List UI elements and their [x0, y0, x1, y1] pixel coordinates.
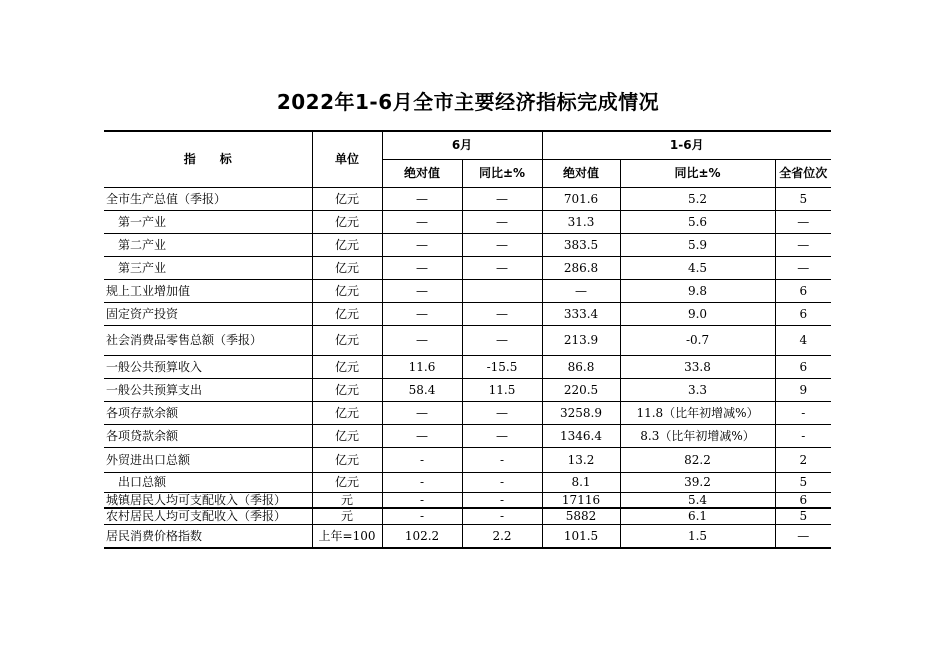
- row-unit: 元: [312, 508, 382, 524]
- row-ytd-yoy: 5.6: [620, 210, 775, 233]
- table-row: [104, 447, 831, 472]
- row-name: 规上工业增加值: [104, 279, 312, 302]
- row-name: 城镇居民人均可支配收入（季报）: [104, 492, 312, 508]
- row-month-yoy: 11.5: [462, 378, 542, 401]
- row-ytd-yoy: 8.3（比年初增减%）: [620, 424, 775, 447]
- row-ytd-abs: 1346.4: [542, 424, 620, 447]
- row-ytd-abs: 13.2: [542, 447, 620, 472]
- row-rank: -: [775, 401, 831, 424]
- table-row: [104, 210, 831, 233]
- row-ytd-yoy: 39.2: [620, 472, 775, 492]
- row-ytd-yoy: 82.2: [620, 447, 775, 472]
- table-row: [104, 187, 831, 210]
- header-ytd: 1-6月: [542, 131, 831, 159]
- row-ytd-yoy: 5.4: [620, 492, 775, 508]
- row-unit: 亿元: [312, 279, 382, 302]
- row-month-yoy: —: [462, 401, 542, 424]
- row-month-yoy: -: [462, 447, 542, 472]
- row-unit: 亿元: [312, 401, 382, 424]
- row-ytd-yoy: 6.1: [620, 508, 775, 524]
- row-name: 出口总额: [104, 472, 312, 492]
- row-ytd-abs: 333.4: [542, 302, 620, 325]
- row-unit: 上年=100: [312, 524, 382, 548]
- row-ytd-yoy: 33.8: [620, 355, 775, 378]
- row-ytd-yoy: -0.7: [620, 325, 775, 355]
- row-ytd-abs: 220.5: [542, 378, 620, 401]
- row-rank: -: [775, 424, 831, 447]
- row-rank: 9: [775, 378, 831, 401]
- row-name: 第二产业: [104, 233, 312, 256]
- row-ytd-abs: 286.8: [542, 256, 620, 279]
- row-ytd-abs: 86.8: [542, 355, 620, 378]
- row-month-abs: -: [382, 508, 462, 524]
- row-unit: 亿元: [312, 424, 382, 447]
- row-unit: 亿元: [312, 256, 382, 279]
- row-month-abs: -: [382, 447, 462, 472]
- row-ytd-yoy: 4.5: [620, 256, 775, 279]
- row-rank: —: [775, 210, 831, 233]
- row-rank: 6: [775, 302, 831, 325]
- page-title: 2022年1-6月全市主要经济指标完成情况: [276, 90, 660, 114]
- row-rank: 2: [775, 447, 831, 472]
- row-ytd-abs: 31.3: [542, 210, 620, 233]
- row-month-abs: -: [382, 472, 462, 492]
- row-unit: 亿元: [312, 233, 382, 256]
- row-month-yoy: -: [462, 472, 542, 492]
- table-row: [104, 524, 831, 548]
- row-rank: 6: [775, 492, 831, 508]
- row-month-abs: —: [382, 302, 462, 325]
- table-row: [104, 424, 831, 447]
- row-rank: 4: [775, 325, 831, 355]
- row-month-yoy: -: [462, 492, 542, 508]
- row-rank: 5: [775, 472, 831, 492]
- table-row: [104, 256, 831, 279]
- row-ytd-abs: 8.1: [542, 472, 620, 492]
- row-rank: —: [775, 233, 831, 256]
- row-ytd-yoy: 5.2: [620, 187, 775, 210]
- table-row: [104, 355, 831, 378]
- row-ytd-yoy: 5.9: [620, 233, 775, 256]
- header-ytd-abs: 绝对值: [542, 159, 620, 187]
- table-row: [104, 302, 831, 325]
- header-month-yoy: 同比±%: [462, 159, 542, 187]
- row-ytd-abs: 5882: [542, 508, 620, 524]
- row-rank: 5: [775, 508, 831, 524]
- row-month-yoy: —: [462, 210, 542, 233]
- table-row: [104, 325, 831, 355]
- row-rank: 6: [775, 279, 831, 302]
- row-month-yoy: —: [462, 233, 542, 256]
- row-name: 固定资产投资: [104, 302, 312, 325]
- row-ytd-yoy: 9.8: [620, 279, 775, 302]
- header-indicator: 指 标: [104, 131, 312, 187]
- row-name: 一般公共预算收入: [104, 355, 312, 378]
- row-name: 外贸进出口总额: [104, 447, 312, 472]
- row-ytd-yoy: 1.5: [620, 524, 775, 548]
- row-name: 社会消费品零售总额（季报）: [104, 325, 312, 355]
- row-ytd-abs: 101.5: [542, 524, 620, 548]
- row-month-yoy: -: [462, 508, 542, 524]
- row-month-yoy: 2.2: [462, 524, 542, 548]
- row-name: 农村居民人均可支配收入（季报）: [104, 508, 312, 524]
- row-month-yoy: [462, 279, 542, 302]
- table-row: [104, 378, 831, 401]
- row-month-abs: -: [382, 492, 462, 508]
- row-name: 第三产业: [104, 256, 312, 279]
- header-unit: 单位: [312, 131, 382, 187]
- row-name: 一般公共预算支出: [104, 378, 312, 401]
- row-month-abs: —: [382, 256, 462, 279]
- row-month-abs: —: [382, 279, 462, 302]
- row-rank: —: [775, 524, 831, 548]
- table-row: [104, 279, 831, 302]
- row-month-yoy: —: [462, 424, 542, 447]
- row-name: 各项存款余额: [104, 401, 312, 424]
- row-name: 各项贷款余额: [104, 424, 312, 447]
- row-month-yoy: -15.5: [462, 355, 542, 378]
- row-month-abs: 11.6: [382, 355, 462, 378]
- table-row: [104, 472, 831, 492]
- row-month-abs: —: [382, 424, 462, 447]
- indicator-table: [104, 130, 831, 549]
- row-ytd-abs: 17116: [542, 492, 620, 508]
- row-rank: 6: [775, 355, 831, 378]
- row-unit: 亿元: [312, 187, 382, 210]
- row-month-yoy: —: [462, 187, 542, 210]
- header-rank: 全省位次: [775, 159, 831, 187]
- table-row: [104, 233, 831, 256]
- table-row: [104, 508, 831, 524]
- row-name: 全市生产总值（季报）: [104, 187, 312, 210]
- row-ytd-yoy: 9.0: [620, 302, 775, 325]
- row-ytd-yoy: 11.8（比年初增减%）: [620, 401, 775, 424]
- row-unit: 元: [312, 492, 382, 508]
- row-unit: 亿元: [312, 472, 382, 492]
- row-name: 第一产业: [104, 210, 312, 233]
- row-unit: 亿元: [312, 302, 382, 325]
- row-month-abs: —: [382, 210, 462, 233]
- row-name: 居民消费价格指数: [104, 524, 312, 548]
- row-month-abs: —: [382, 401, 462, 424]
- row-unit: 亿元: [312, 378, 382, 401]
- table-row: [104, 492, 831, 508]
- row-rank: —: [775, 256, 831, 279]
- row-ytd-abs: 383.5: [542, 233, 620, 256]
- row-month-yoy: —: [462, 256, 542, 279]
- row-month-yoy: —: [462, 325, 542, 355]
- row-rank: 5: [775, 187, 831, 210]
- row-ytd-abs: 213.9: [542, 325, 620, 355]
- header-ytd-yoy: 同比±%: [620, 159, 775, 187]
- row-month-yoy: —: [462, 302, 542, 325]
- row-month-abs: 58.4: [382, 378, 462, 401]
- header-month: 6月: [382, 131, 542, 159]
- row-ytd-abs: 701.6: [542, 187, 620, 210]
- row-month-abs: —: [382, 187, 462, 210]
- row-ytd-yoy: 3.3: [620, 378, 775, 401]
- row-unit: 亿元: [312, 210, 382, 233]
- row-unit: 亿元: [312, 355, 382, 378]
- row-month-abs: —: [382, 233, 462, 256]
- header-month-abs: 绝对值: [382, 159, 462, 187]
- row-unit: 亿元: [312, 447, 382, 472]
- row-month-abs: 102.2: [382, 524, 462, 548]
- table-row: [104, 401, 831, 424]
- row-ytd-abs: 3258.9: [542, 401, 620, 424]
- row-unit: 亿元: [312, 325, 382, 355]
- row-ytd-abs: —: [542, 279, 620, 302]
- row-month-abs: —: [382, 325, 462, 355]
